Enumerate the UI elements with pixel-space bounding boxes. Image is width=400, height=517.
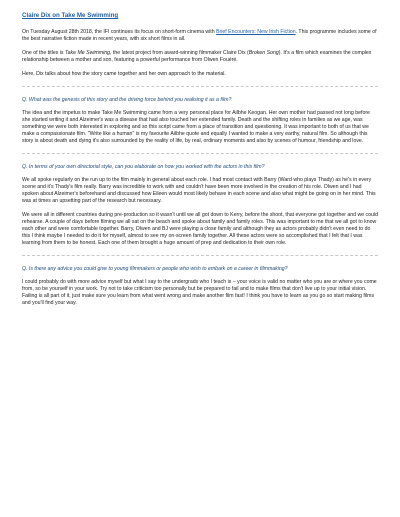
brief-encounters-link[interactable]: Brief Encounters: New Irish Fiction bbox=[216, 29, 296, 35]
answer-2a: We all spoke regularly on the run up to the film mainly in general about each role. I had most contact with Barry (Ward who plays Thady) as he's in every scene and it's Thady's film really. Barry was incredible to work with and couldn't have been more involved in the creation of his role. Olwen and I had spoken about Alzeimer's beforehand and discussed how Eileen would most likely behave in each scene and also what might be going on in her mind. This was at times an upsetting part of the research but necessary. bbox=[22, 177, 376, 204]
answer-2b: We were all in different countries during pre-production so it wasn't until we all got down to Kerry, before the shoot, that everyone got together and we could rehearse. A couple of days before filming we all sat on the beach and spoke about family and family roles. This was important to me that we all got to know each other and were comfortable together. Barry, Olwen and BJ were playing a close family and although they as actors probably didn't even need to do this I think maybe I needed to do it for myself, almost to see my on-screen family together. All these actors were so accomplished that I felt that I was learning from them to be honest. Each one of them brought a huge amount of prep and dedication to their own role. bbox=[22, 212, 378, 246]
intro2-text: One of the titles is bbox=[22, 50, 65, 56]
intro2-text-end: ). It's a film which examines the complex relationship between a mother and son, featuring a powerful performance from Olwen Fouéré. bbox=[22, 50, 372, 63]
intro1-text: On Tuesday August 28th 2018, the IFI continues its focus on short-form cinema with bbox=[22, 29, 217, 35]
intro-paragraph-3: Here, Dix talks about how the story came together and her own approach to the material. bbox=[22, 71, 226, 77]
answer-1: The idea and the impetus to make Take Me Swimming came from a very personal place for Ailbhe Keogan. Her own mother had passed not long before she started writing it and Alzeimer's was a disease that had also touched her extended family. Death and the shifting roles in families as we age, was something we were both interested in exploring and so this script came from a place of transition and questioning. It was important to both of us that we make a compassionate film. "Write like a human" is my favourite Ailbhe quote and equally I wanted to make a very earthy, natural film. So although this story is about death and dying it's also surrounded by the reality of life, by real, ordinary moments and also by scenes of humour, friendship and love. bbox=[22, 110, 370, 144]
section-divider bbox=[22, 86, 378, 87]
film-title: Take Me Swimming bbox=[64, 50, 111, 56]
question-2: Q. In terms of your own directorial style, can you elaborate on how you worked with the actors in this film? bbox=[22, 164, 265, 170]
intro2-text-mid: , the latest project from award-winning filmmaker Claire Dix ( bbox=[110, 50, 249, 56]
intro-paragraph-2 bbox=[22, 50, 378, 64]
section-divider bbox=[22, 255, 378, 256]
page-title[interactable]: Claire Dix on Take Me Swimming bbox=[22, 12, 119, 19]
question-1: Q. What was the genesis of this story and the driving force behind you realising it as a film? bbox=[22, 97, 232, 103]
broken-song-title: Broken Song bbox=[248, 50, 279, 56]
question-3: Q. Is there any advice you could give to young filmmakers or people who wish to embark on a career in filmmaking? bbox=[22, 266, 288, 272]
intro1-text-end: . This programme includes some of the best narrative fiction made in recent years, with six short films in all. bbox=[22, 29, 377, 42]
section-divider bbox=[22, 153, 378, 154]
intro-paragraph-1 bbox=[22, 29, 378, 43]
answer-3: I could probably do with more advice myself but what I say to the undergrads who I teach is – your voice is valid no matter who you are or where you come from, so be yourself in your work. Try not to take criticism too personally but be prepared to fail and to make films that don't live up to your initial vision. Failing is all part of it, just make sure you learn from what went wrong and make another film fast! I think you have to learn as you go so start making films and you'll find your way. bbox=[22, 279, 377, 306]
